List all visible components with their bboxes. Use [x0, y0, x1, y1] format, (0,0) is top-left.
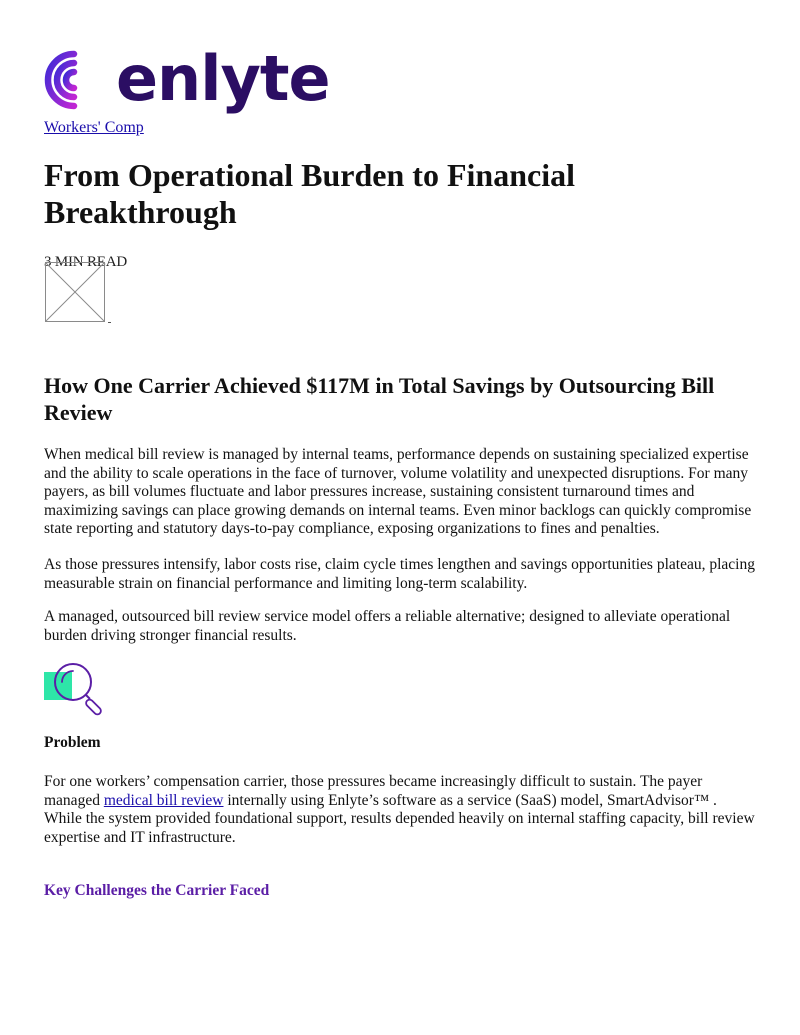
logo-wordmark: enlyte	[116, 44, 330, 115]
read-time: 3 MIN READ	[44, 254, 127, 270]
key-challenges-heading: Key Challenges the Carrier Faced	[44, 882, 270, 899]
section-heading: How One Carrier Achieved $117M in Total Savings by Outsourcing Bill Review	[44, 373, 715, 425]
problem-label: Problem	[44, 734, 101, 751]
image-link-underline	[108, 322, 111, 323]
body-paragraph-2: As those pressures intensify, labor costs rise, claim cycle times lengthen and savings opportunities plateau, placing measurable strain on financial performance and limiting long-term scalability.	[44, 556, 755, 592]
enlyte-logo[interactable]	[44, 44, 344, 124]
body-paragraph-1: When medical bill review is managed by internal teams, performance depends on sustaining specialized expertise and the ability to scale operations in the face of turnover, volume volatility and unexpected disruptions. For many payers, as bill volumes fluctuate and labor pressures increase, sustaining consistent turnaround times and maximizing savings can place growing demands on internal teams. Even minor backlogs can quickly compromise state reporting and statutory days-to-pay compliance, exposing organizations to fines and penalties.	[44, 446, 752, 537]
magnifying-glass-icon	[44, 660, 108, 716]
category-link[interactable]: Workers' Comp	[44, 119, 144, 136]
broken-image-icon	[45, 262, 105, 322]
body-paragraph-3: A managed, outsourced bill review service model offers a reliable alternative; designed to alleviate operational burden driving stronger financial results.	[44, 608, 731, 644]
problem-paragraph	[44, 773, 756, 847]
problem-text-before: For one workers’ compensation carrier, those pressures became increasingly difficult to sustain. The payer managed	[44, 773, 703, 809]
medical-bill-review-link[interactable]: medical bill review	[103, 791, 224, 809]
enlyte-wave-mark-icon	[44, 44, 344, 124]
page-title: From Operational Burden to Financial Breakthrough	[44, 157, 575, 230]
problem-text-after: internally using Enlyte’s software as a service (SaaS) model, SmartAdvisor™ . While the system provided foundational support, results depended heavily on internal staffing capacity, bill review expertise and IT infrastructure.	[44, 791, 755, 846]
